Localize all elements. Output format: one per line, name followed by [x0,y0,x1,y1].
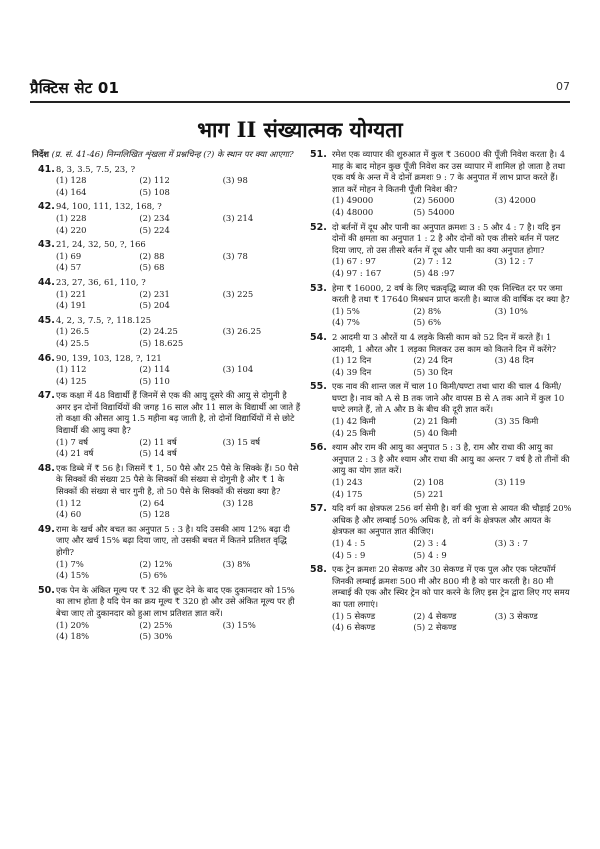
answer-option [495,622,572,634]
answer-option: (2) 112 [139,175,170,186]
answer-option [495,550,572,562]
answer-option: (1) 12 [56,497,82,508]
answer-option: (2) 25% [139,619,173,630]
question-number: 48. [38,462,55,474]
answer-option: (5) 54000 [413,206,455,217]
answer-option: (3) 15% [222,619,256,630]
answer-option: (1) 20% [56,619,90,630]
answer-option: (3) 119 [494,477,526,488]
answer-option: (4) 15% [56,570,90,581]
question-number: 53. [310,282,327,294]
answer-option: (1) 7 वर्ष [56,436,89,447]
answer-option: (4) 220 [56,224,87,235]
question-number: 56. [310,442,327,454]
question-text: श्याम और राम की आयु का अनुपात 5 : 3 है, राम और राधा की आयु का अनुपात 2 : 3 है और श्याम और राधा की आयु का अन्तर 7 वर्ष है तो तीनों की आयु का योग ज्ञात करें। [332,442,570,476]
answer-option: (4) 39 दिन [332,366,372,377]
question-number: 50. [38,584,55,596]
answer-options [332,477,572,500]
answer-option: (4) 21 वर्ष [56,448,94,459]
answer-option: (2) 21 किमी [413,416,457,427]
answer-option: (5) 48 :97 [413,267,455,278]
answer-options [332,538,572,561]
answer-options [332,355,572,378]
answer-option: (3) 48 दिन [494,355,534,366]
practice-set-title: प्रैक्टिस सेट 01 [30,79,120,97]
answer-option: (2) 11 वर्ष [139,436,177,447]
answer-option: (4) 60 [56,509,82,520]
answer-option: (2) 231 [139,288,170,299]
answer-option: (5) 14 वर्ष [139,448,177,459]
answer-option [495,489,572,501]
answer-options [332,416,572,439]
answer-option: (3) 214 [222,212,254,223]
answer-option [495,207,572,219]
answer-option: (5) 221 [413,488,444,499]
answer-option: (2) 108 [413,477,444,488]
answer-option: (5) 30 दिन [413,366,453,377]
answer-option: (5) 204 [139,300,170,311]
section-title: भाग II संख्यात्मक योग्यता [197,117,403,142]
answer-options [332,306,572,329]
question [302,381,572,439]
question [32,353,302,388]
answer-option: (3) 128 [222,497,254,508]
answer-option: (4) 25 किमी [332,427,376,438]
answer-options [56,364,302,387]
answer-option: (3) 26.25 [222,326,262,337]
left-question-list [32,164,302,643]
question [302,149,572,219]
answer-option: (1) 243 [332,477,363,488]
answer-options [56,289,302,312]
answer-option: (1) 69 [56,250,82,261]
answer-option: (1) 221 [56,288,87,299]
question [32,201,302,236]
answer-option: (4) 5 : 9 [332,549,366,560]
answer-option: (1) 42 किमी [332,416,376,427]
answer-option: (4) 57 [56,262,82,273]
answer-option: (3) 12 : 7 [494,256,534,267]
answer-option: (5) 108 [139,186,170,197]
question-number: 51. [310,149,327,160]
question [32,164,302,199]
question-text: यदि वर्ग का क्षेत्रफल 256 वर्ग सेमी है। वर्ग की भुजा से आयत की चौड़ाई 20% अधिक है और लम्बाई 50% अधिक है, तो वर्ग के क्षेत्रफल और आयत के क्षेत्रफल का अनुपात ज्ञात कीजिए। [332,503,572,537]
answer-options [56,175,302,198]
question-number: 57. [310,503,327,515]
answer-option: (2) 88 [139,250,165,261]
question-number: 47. [38,390,55,402]
answer-option: (5) 2 सेकण्ड [413,622,457,633]
question-number: 42. [38,201,55,213]
answer-option: (5) 40 किमी [413,427,457,438]
answer-option: (5) 68 [139,262,165,273]
page-number: 07 [556,80,570,93]
answer-option: (3) 8% [222,558,251,569]
question [32,585,302,643]
question-text: 94, 100, 111, 132, 168, ? [56,201,162,212]
answer-options [56,620,302,643]
answer-option: (1) 7% [56,558,84,569]
answer-option: (3) 10% [494,305,528,316]
question-text: एक डिब्बे में ₹ 56 है। जिसमें ₹ 1, 50 पैसे और 25 पैसे के सिक्के हैं। 50 पैसे के सिक्कों की संख्या 25 पैसे के सिक्कों की संख्या से दोगुनी है और ₹ 1 के सिक्कों की संख्या से चार गुनी है, तो 50 पैसे के सिक्कों की संख्या क्या है? [56,462,299,497]
question [32,315,302,350]
directions-text: (प्र. सं. 41-46) निम्नलिखित शृंखला में प्रश्नचिन्ह (?) के स्थान पर क्या आएगा? [51,149,294,159]
answer-option [495,317,572,329]
question-text: 90, 139, 103, 128, ?, 121 [56,352,162,363]
question-text: एक कक्षा में 48 विद्यार्थी हैं जिनमें से एक की आयु दूसरे की आयु से दोगुनी है अगर इन दोनों विद्यार्थियों की जगह 16 साल और 11 साल के विद्यार्थी आ जाते हैं तो कक्षा की औसत आयु 1.5 महीना बढ़ जाती है, तो दोनों विद्यार्थियों में से छोटे विद्यार्थी की आयु क्या है? [56,390,301,436]
answer-option: (3) 3 : 7 [494,538,528,548]
answer-option: (1) 5% [332,305,360,316]
answer-option: (4) 6 सेकण्ड [332,622,376,633]
answer-option: (5) 18.625 [139,337,184,348]
answer-option: (4) 7% [332,317,360,328]
answer-option: (2) 114 [139,364,170,375]
question [32,524,302,582]
answer-option: (2) 24 दिन [413,355,453,366]
answer-option: (1) 12 दिन [332,355,372,366]
question-number: 54. [310,331,327,343]
answer-options [332,256,572,279]
directions-label: निर्देश [32,149,49,159]
answer-options [56,437,302,460]
answer-option: (4) 125 [56,375,87,386]
question-number: 49. [38,523,55,535]
question [32,463,302,521]
answer-option: (2) 64 [139,497,165,508]
answer-option: (2) 56000 [413,195,455,206]
question [302,222,572,280]
header-divider [30,101,570,103]
question [32,390,302,460]
question-text: रामा के खर्च और बचत का अनुपात 5 : 3 है। यदि उसकी आय 12% बढ़ा दी जाए और खर्च 15% बढ़ा दिया जाए, तो उसकी बचत में कितने प्रतिशत वृद्धि होगी? [56,523,290,557]
answer-option: (3) 225 [222,288,254,299]
answer-option: (4) 191 [56,300,87,311]
left-column [32,149,302,646]
question-text: 21, 24, 32, 50, ?, 166 [56,239,146,250]
answer-option: (1) 49000 [332,195,374,206]
answer-option: (3) 15 वर्ष [222,436,260,447]
question-number: 45. [38,314,55,326]
question-text: एक नाव की शान्त जल में चाल 10 किमी/घण्टा तथा धारा की चाल 4 किमी/घण्टा है। नाव को A से B तक जाने और वापस B से A तक आने में कुल 10 घण्टे लगते हैं, तो A और B के बीच की दूरी ज्ञात करें। [332,381,565,415]
answer-option: (3) 42000 [494,195,536,206]
answer-option: (3) 3 सेकण्ड [494,610,538,621]
answer-option: (4) 97 : 167 [332,267,382,278]
answer-option: (3) 98 [222,175,248,186]
answer-option: (1) 5 सेकण्ड [332,610,376,621]
question [32,277,302,312]
question [302,442,572,500]
answer-options [56,326,302,349]
answer-option [495,428,572,440]
answer-option: (5) 110 [139,375,170,386]
answer-option: (5) 6% [139,570,168,581]
answer-option [495,367,572,379]
answer-option: (1) 26.5 [56,326,90,337]
answer-options [56,559,302,582]
question [302,564,572,634]
page-header [30,78,570,100]
answer-option: (2) 12% [139,558,173,569]
answer-option: (2) 24.25 [139,326,178,337]
answer-options [56,251,302,274]
question [32,239,302,274]
question-number: 55. [310,381,327,393]
answer-option: (3) 104 [222,364,254,375]
question [302,503,572,561]
question-text: हेमा ₹ 16000, 2 वर्ष के लिए चक्रवृद्धि ब्याज की एक निश्चित दर पर जमा करती है तथा ₹ 17640 मिश्रधन प्राप्त करती है। ब्याज की वार्षिक दर क्या है? [332,282,570,305]
answer-option: (3) 78 [222,250,248,261]
answer-options [332,611,572,634]
answer-option: (2) 7 : 12 [413,256,452,267]
right-column [302,149,572,637]
answer-option: (1) 128 [56,175,87,186]
question-text: एक पेन के अंकित मूल्य पर ₹ 32 की छूट देने के बाद एक दुकानदार को 15% का लाभ होता है यदि पेन का क्रय मूल्य ₹ 320 हो और उसे अंकित मूल्य पर ही बेचा जाए तो दुकानदार को हुआ लाभ प्रतिशत ज्ञात करें। [56,584,295,618]
question-text: 8, 3, 3.5, 7.5, 23, ? [56,163,136,174]
directions [32,149,302,161]
answer-option: (2) 4 सेकण्ड [413,610,457,621]
answer-option: (4) 175 [332,488,363,499]
answer-option: (5) 128 [139,509,170,520]
answer-option: (1) 112 [56,364,87,375]
question-text: दो बर्तनों में दूध और पानी का अनुपात क्रमशः 3 : 5 और 4 : 7 है। यदि इन दोनों की क्षमता का अनुपात 1 : 2 है और दोनों को एक तीसरे बर्तन में पलट दिया जाए, तो उस तीसरे बर्तन में दूध और पानी का क्या अनुपात होगा? [332,221,561,255]
answer-option: (4) 25.5 [56,337,90,348]
answer-options [332,195,572,218]
answer-option: (4) 164 [56,186,87,197]
question-text: 2 आदमी या 3 औरतें या 4 लड़के किसी काम को 52 दिन में करते हैं। 1 आदमी, 1 औरत और 1 लड़का मिलकर उस काम को कितने दिन में करेंगे? [332,331,557,354]
question [302,332,572,378]
right-question-list [302,149,572,634]
question-number: 43. [38,239,55,251]
answer-option: (3) 35 किमी [494,416,539,427]
question-number: 46. [38,352,55,364]
answer-option: (5) 30% [139,631,173,642]
answer-option: (1) 228 [56,212,87,223]
answer-option: (5) 6% [413,317,442,328]
answer-option [495,268,572,280]
answer-option: (2) 8% [413,305,442,316]
question-number: 58. [310,564,327,576]
answer-option: (4) 18% [56,631,90,642]
question-number: 44. [38,276,55,288]
question-number: 41. [38,163,55,175]
question-number: 52. [310,221,327,233]
answer-options [56,213,302,236]
answer-option: (2) 3 : 4 [413,538,447,548]
answer-option: (1) 4 : 5 [332,538,366,548]
question-text: 4, 2, 3, 7.5, ?, 118.125 [56,314,152,325]
question [302,283,572,329]
question-text: रमेश एक व्यापार की शुरुआत में कुल ₹ 36000 की पूँजी निवेश करता है। 4 माह के बाद मोहन कुछ पूँजी निवेश कर उस व्यापार में शामिल हो जाता है तथा एक वर्ष के अन्त में वे दोनों क्रमशः 9 : 7 के अनुपात में लाभ प्राप्त करते हैं। ज्ञात करें मोहन ने कितनी पूँजी निवेश की? [332,149,566,194]
answer-option: (5) 4 : 9 [413,549,447,560]
question-text: 23, 27, 36, 61, 110, ? [56,276,146,287]
answer-option: (4) 48000 [332,206,374,217]
question-text: एक ट्रेन क्रमशः 20 सेकण्ड और 30 सेकण्ड में एक पुल और एक प्लेटफॉर्म जिनकी लम्बाई क्रमशः 500 मी और 800 मी है को पार करती है। 80 मी लम्बाई की एक और स्थिर ट्रेन को पार करने के लिए इस ट्रेन द्वारा लिए गए समय का पता लगाएं। [332,564,570,609]
answer-option: (1) 67 : 97 [332,256,376,267]
answer-option: (5) 224 [139,224,170,235]
answer-option: (2) 234 [139,212,170,223]
answer-options [56,498,302,521]
